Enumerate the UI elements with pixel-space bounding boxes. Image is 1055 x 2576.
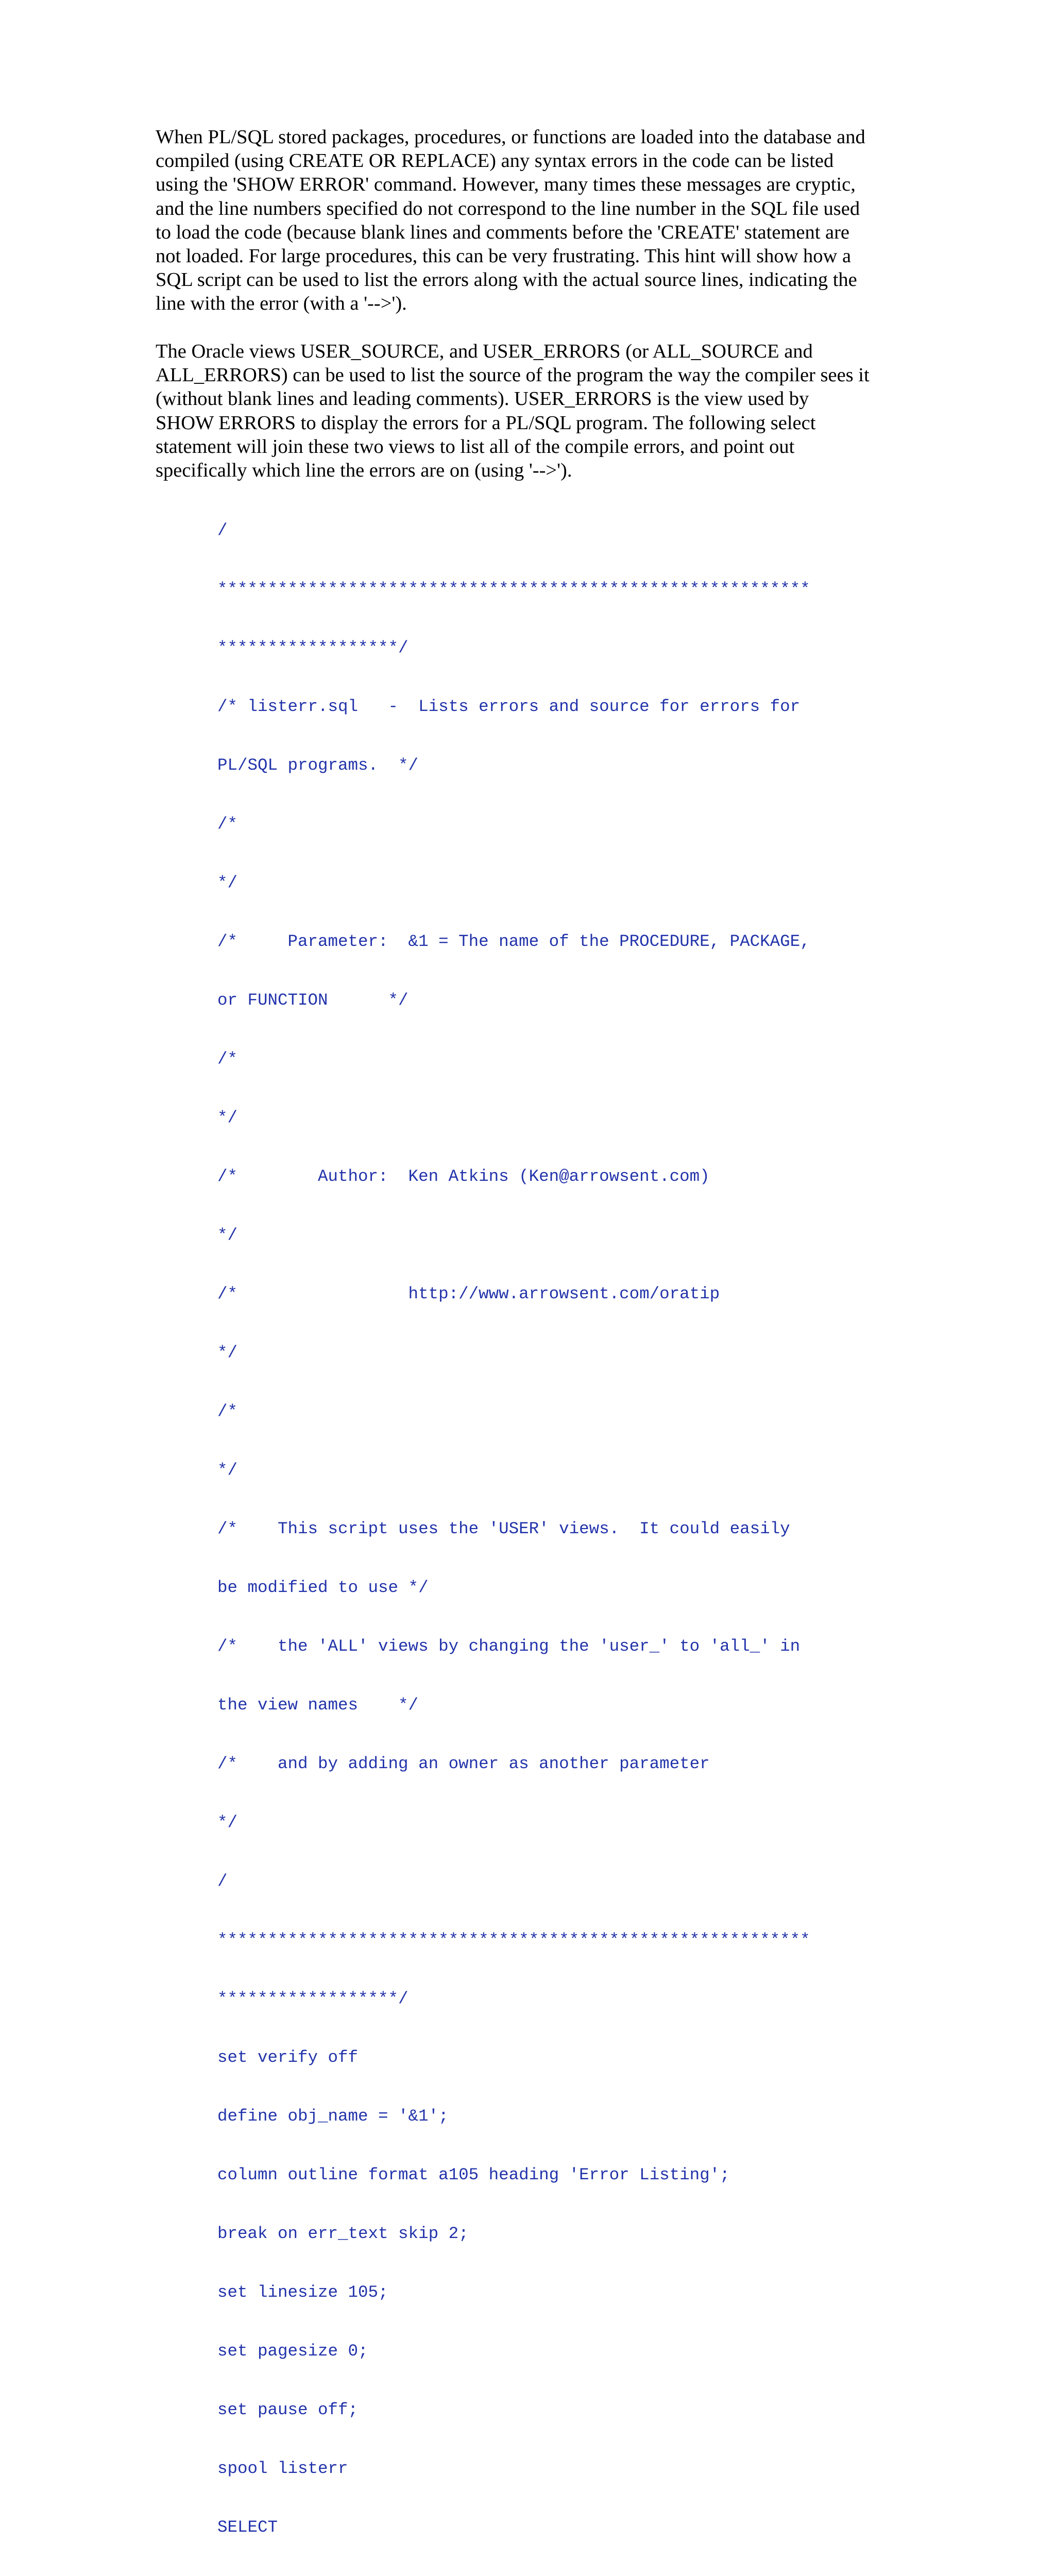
paragraph-line: SHOW ERRORS to display the errors for a PL/SQL program. The following select xyxy=(156,412,816,434)
code-line: set linesize 105; xyxy=(217,2283,388,2302)
code-line: break on err_text skip 2; xyxy=(217,2224,469,2243)
code-line: or FUNCTION */ xyxy=(217,991,409,1010)
code-line: */ xyxy=(217,1108,238,1127)
code-line: /* and by adding an owner as another parameter xyxy=(217,1754,710,1773)
code-line: set verify off xyxy=(217,2048,359,2067)
code-line: be modified to use */ xyxy=(217,1578,429,1597)
code-line: /* listerr.sql - Lists errors and source for errors for xyxy=(217,697,801,716)
code-line: PL/SQL programs. */ xyxy=(217,756,419,775)
code-line: the view names */ xyxy=(217,1696,419,1715)
code-line: */ xyxy=(217,1813,238,1832)
code-line: /* Author: Ken Atkins (Ken@arrowsent.com) xyxy=(217,1167,710,1186)
code-line: set pagesize 0; xyxy=(217,2342,368,2361)
views-paragraph xyxy=(156,340,908,482)
paragraph-line: and the line numbers specified do not correspond to the line number in the SQL file used xyxy=(156,197,860,219)
code-line: /* Parameter: &1 = The name of the PROCEDURE, PACKAGE, xyxy=(217,932,810,951)
intro-paragraph xyxy=(156,125,908,316)
code-line: *********************************************************** xyxy=(217,580,810,599)
code-line: */ xyxy=(217,1226,238,1245)
paragraph-line: SQL script can be used to list the errors along with the actual source lines, indicating the xyxy=(156,269,857,291)
paragraph-line: The Oracle views USER_SOURCE, and USER_ERRORS (or ALL_SOURCE and xyxy=(156,341,813,362)
code-line: set pause off; xyxy=(217,2400,359,2419)
paragraph-line: statement will join these two views to list all of the compile errors, and point out xyxy=(156,435,795,457)
code-line: SELECT xyxy=(217,2518,278,2537)
code-line: /* the 'ALL' views by changing the 'user_' to 'all_' in xyxy=(217,1637,801,1656)
code-line: /* This script uses the 'USER' views. It could easily xyxy=(217,1519,790,1538)
code-line: */ xyxy=(217,1343,238,1362)
paragraph-line: compiled (using CREATE OR REPLACE) any syntax errors in the code can be listed xyxy=(156,150,834,172)
code-line: ******************/ xyxy=(217,1989,409,2008)
paragraph-line: not loaded. For large procedures, this can be very frustrating. This hint will show how a xyxy=(156,245,852,267)
code-line: ******************/ xyxy=(217,638,409,657)
code-line: /* xyxy=(217,815,238,834)
code-line: / xyxy=(217,521,228,540)
code-line: column outline format a105 heading 'Error Listing'; xyxy=(217,2165,730,2184)
code-line: *********************************************************** xyxy=(217,1930,810,1950)
code-line: */ xyxy=(217,873,238,892)
paragraph-line: line with the error (with a '-->'). xyxy=(156,293,407,315)
code-line: spool listerr xyxy=(217,2459,348,2478)
paragraph-line: specifically which line the errors are on (using '-->'). xyxy=(156,460,572,482)
code-line: /* xyxy=(217,1402,238,1421)
code-line: /* xyxy=(217,1049,238,1069)
paragraph-line: to load the code (because blank lines and comments before the 'CREATE' statement are xyxy=(156,221,850,243)
paragraph-line: When PL/SQL stored packages, procedures, or functions are loaded into the database and xyxy=(156,126,865,148)
paragraph-line: ALL_ERRORS) can be used to list the source of the program the way the compiler sees it xyxy=(156,364,870,386)
code-line: / xyxy=(217,1872,228,1891)
code-line: define obj_name = '&1'; xyxy=(217,2107,449,2126)
code-line: */ xyxy=(217,1461,238,1480)
paragraph-line: (without blank lines and leading comments). USER_ERRORS is the view used by xyxy=(156,388,809,410)
paragraph-line: using the 'SHOW ERROR' command. However, many times these messages are cryptic, xyxy=(156,174,856,196)
sql-code-listing xyxy=(217,482,810,2576)
code-line: /* http://www.arrowsent.com/oratip xyxy=(217,1284,720,1303)
